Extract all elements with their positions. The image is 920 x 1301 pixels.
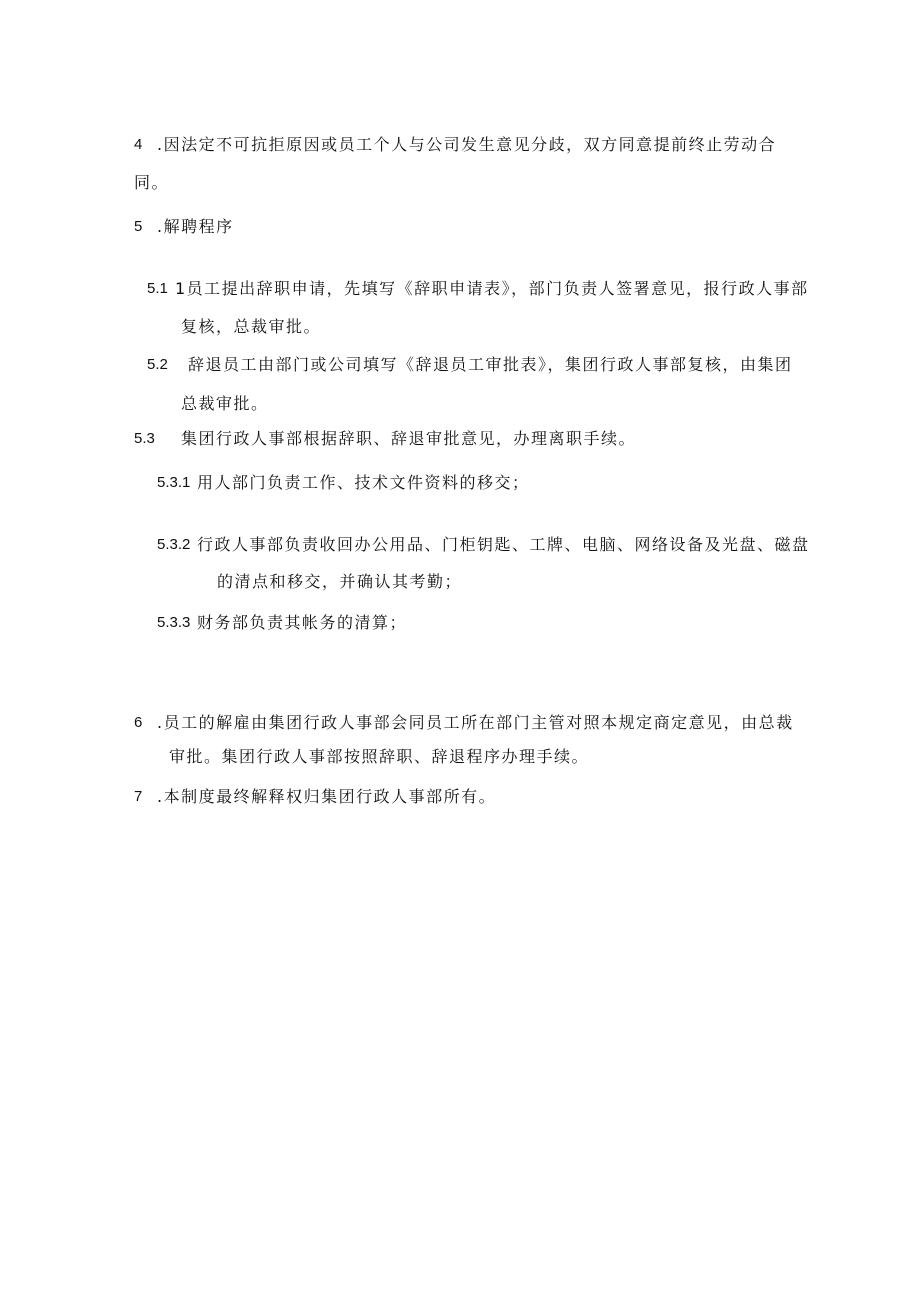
section-5-2-number: 5.2 (147, 356, 168, 373)
section-5-number: 5 (134, 218, 143, 235)
section-5-3-text: 集团行政人事部根据辞职、辞退审批意见，办理离职手续。 (181, 429, 637, 448)
section-5-3-3-number: 5.3.3 (157, 614, 191, 631)
section-5-3-1-number: 5.3.1 (157, 474, 191, 491)
section-5-heading: .解聘程序 (157, 217, 234, 236)
section-7-number: 7 (134, 788, 143, 805)
section-5-2-line-1: 辞退员工由部门或公司填写《辞退员工审批表》，集团行政人事部复核，由集团 (188, 355, 793, 374)
section-6-line-1: .员工的解雇由集团行政人事部会同员工所在部门主管对照本规定商定意见，由总裁 (157, 713, 794, 732)
section-6-number: 6 (134, 714, 143, 731)
section-5-3-2-number: 5.3.2 (157, 536, 191, 553)
section-4-line-2: 同。 (134, 173, 170, 192)
section-5-3-3-text: 财务部负责其帐务的清算； (197, 613, 408, 632)
section-5-3-number: 5.3 (134, 430, 155, 447)
section-5-3-1-text: 用人部门负责工作、技术文件资料的移交； (197, 473, 530, 492)
section-4-number: 4 (134, 136, 143, 153)
section-5-1-line-2: 复核，总裁审批。 (181, 317, 322, 336)
section-5-3-2-line-2: 的清点和移交，并确认其考勤； (217, 572, 463, 591)
section-7-text: .本制度最终解释权归集团行政人事部所有。 (157, 787, 497, 806)
section-5-3-2-line-1: 行政人事部负责收回办公用品、门柜钥匙、工牌、电脑、网络设备及光盘、磁盘 (197, 535, 810, 554)
section-5-1-number: 5.1 (147, 280, 168, 297)
section-5-2-line-2: 总裁审批。 (181, 394, 269, 413)
section-5-1-line-1: 1员工提出辞职申请，先填写《辞职申请表》，部门负责人签署意见，报行政人事部 (175, 279, 809, 298)
section-6-line-2: 审批。集团行政人事部按照辞职、辞退程序办理手续。 (169, 747, 590, 766)
section-4-line-1: .因法定不可抗拒原因或员工个人与公司发生意见分歧，双方同意提前终止劳动合 (157, 135, 777, 154)
